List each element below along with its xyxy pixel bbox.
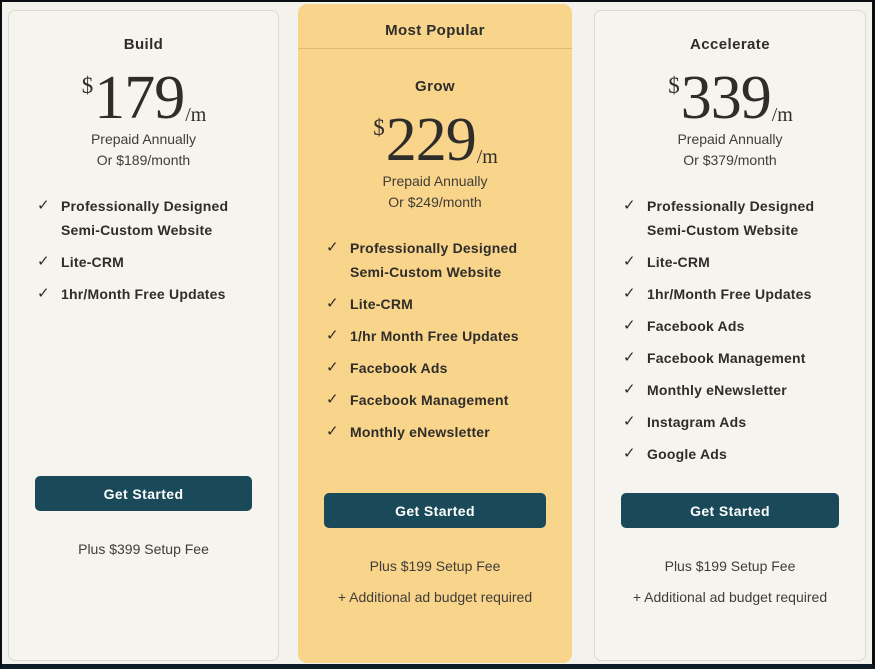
most-popular-banner bbox=[298, 4, 572, 49]
feature-item bbox=[623, 314, 851, 338]
setup-fee-note: Plus $199 Setup Fee bbox=[369, 558, 501, 574]
billing-line-2: Or $249/month bbox=[388, 193, 482, 210]
feature-label: Facebook Ads bbox=[350, 360, 448, 376]
feature-item bbox=[623, 410, 851, 434]
feature-label: 1hr/Month Free Updates bbox=[647, 286, 812, 302]
check-icon: ✓ bbox=[623, 285, 636, 302]
feature-label: Monthly eNewsletter bbox=[350, 424, 490, 440]
feature-list bbox=[298, 236, 572, 444]
feature-label: Lite-CRM bbox=[647, 254, 711, 270]
feature-list bbox=[9, 194, 278, 306]
ad-budget-note: + Additional ad budget required bbox=[337, 589, 533, 605]
billing-line-1: Prepaid Annually bbox=[382, 173, 488, 189]
feature-item bbox=[326, 420, 558, 444]
feature-item bbox=[326, 388, 558, 412]
feature-label: Lite-CRM bbox=[350, 296, 414, 312]
check-icon: ✓ bbox=[623, 317, 636, 334]
plan-price bbox=[9, 64, 278, 132]
feature-item bbox=[37, 194, 264, 242]
feature-item bbox=[326, 292, 558, 316]
currency-symbol: $ bbox=[668, 73, 680, 98]
check-icon: ✓ bbox=[326, 391, 339, 408]
get-started-button[interactable]: Get Started bbox=[621, 493, 839, 528]
currency-symbol: $ bbox=[373, 115, 385, 140]
feature-label: Instagram Ads bbox=[647, 414, 747, 430]
check-icon: ✓ bbox=[326, 327, 339, 344]
price-period: /m bbox=[476, 146, 498, 168]
billing-line-2: Or $189/month bbox=[96, 151, 191, 168]
check-icon: ✓ bbox=[326, 239, 339, 256]
plan-name: Grow bbox=[415, 78, 455, 95]
plan-footer bbox=[35, 476, 252, 559]
feature-label: Facebook Management bbox=[350, 392, 509, 408]
feature-item bbox=[37, 282, 264, 306]
feature-label: Monthly eNewsletter bbox=[647, 382, 787, 398]
feature-label: 1/hr Month Free Updates bbox=[350, 328, 519, 344]
feature-label: Facebook Management bbox=[647, 350, 806, 366]
get-started-button[interactable]: Get Started bbox=[35, 476, 252, 511]
feature-label: Professionally Designed Semi-Custom Website bbox=[647, 198, 815, 238]
currency-symbol: $ bbox=[81, 73, 94, 98]
price-amount: 339 bbox=[680, 64, 771, 132]
ad-budget-note: + Additional ad budget required bbox=[632, 589, 828, 605]
check-icon: ✓ bbox=[623, 349, 636, 366]
feature-item bbox=[623, 250, 851, 274]
plan-card-grow bbox=[298, 4, 572, 663]
check-icon: ✓ bbox=[326, 423, 339, 440]
price-period: /m bbox=[771, 104, 793, 126]
most-popular-label: Most Popular bbox=[385, 22, 485, 39]
get-started-button[interactable]: Get Started bbox=[324, 493, 546, 528]
feature-item bbox=[623, 346, 851, 370]
feature-label: Google Ads bbox=[647, 446, 728, 462]
plan-name: Build bbox=[123, 36, 164, 53]
feature-list bbox=[595, 194, 865, 466]
price-period: /m bbox=[185, 104, 207, 126]
feature-item bbox=[37, 250, 264, 274]
price-amount: 179 bbox=[94, 64, 185, 132]
check-icon: ✓ bbox=[37, 197, 50, 214]
check-icon: ✓ bbox=[37, 285, 50, 302]
billing-line-1: Prepaid Annually bbox=[677, 131, 783, 147]
setup-fee-note: Plus $399 Setup Fee bbox=[78, 541, 209, 557]
feature-label: Facebook Ads bbox=[647, 318, 745, 334]
price-amount: 229 bbox=[385, 106, 476, 174]
billing-note bbox=[9, 129, 278, 170]
setup-fee-note: Plus $199 Setup Fee bbox=[664, 558, 796, 574]
feature-item bbox=[326, 356, 558, 380]
feature-item bbox=[623, 442, 851, 466]
feature-label: 1hr/Month Free Updates bbox=[61, 286, 226, 302]
check-icon: ✓ bbox=[623, 445, 636, 462]
billing-note bbox=[298, 171, 572, 212]
check-icon: ✓ bbox=[326, 359, 339, 376]
feature-label: Professionally Designed Semi-Custom Website bbox=[61, 198, 229, 238]
billing-note bbox=[595, 129, 865, 170]
check-icon: ✓ bbox=[623, 381, 636, 398]
plan-name: Accelerate bbox=[690, 36, 770, 53]
feature-item bbox=[326, 236, 558, 284]
feature-item bbox=[623, 282, 851, 306]
feature-item bbox=[623, 194, 851, 242]
plan-price bbox=[595, 64, 865, 132]
plan-footer bbox=[324, 493, 546, 607]
plan-card-build bbox=[8, 10, 279, 661]
check-icon: ✓ bbox=[623, 253, 636, 270]
plan-price bbox=[298, 106, 572, 174]
plan-footer bbox=[621, 493, 839, 607]
billing-line-2: Or $379/month bbox=[683, 151, 777, 168]
feature-item bbox=[623, 378, 851, 402]
check-icon: ✓ bbox=[623, 197, 636, 214]
billing-line-1: Prepaid Annually bbox=[90, 131, 197, 147]
check-icon: ✓ bbox=[623, 413, 636, 430]
feature-label: Lite-CRM bbox=[61, 254, 125, 270]
feature-label: Professionally Designed Semi-Custom Website bbox=[350, 240, 518, 280]
check-icon: ✓ bbox=[326, 295, 339, 312]
check-icon: ✓ bbox=[37, 253, 50, 270]
plan-card-accelerate bbox=[594, 10, 866, 661]
feature-item bbox=[326, 324, 558, 348]
